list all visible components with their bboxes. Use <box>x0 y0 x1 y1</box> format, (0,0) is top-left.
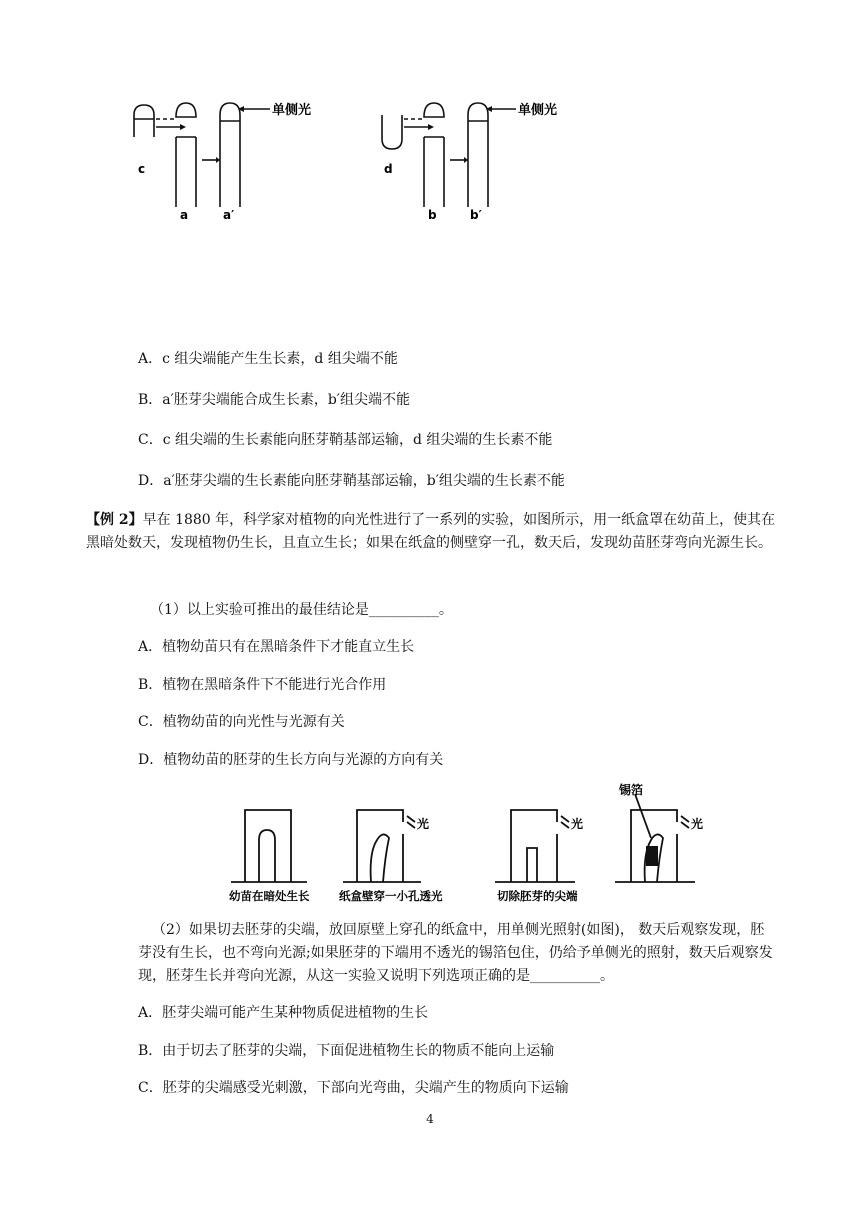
q1-option-a: A．c 组尖端能产生生长素，d 组尖端不能 <box>138 351 398 367</box>
light-label-2: 光 <box>571 817 584 831</box>
foil-label: 锡箔 <box>619 783 644 797</box>
example2-stem <box>86 509 776 555</box>
sub2-option-b: B．由于切去了胚芽的尖端，下面促进植物生长的物质不能向上运输 <box>138 1043 555 1059</box>
light-label-left: 单侧光 <box>272 103 312 118</box>
sub2-option-c: C．胚芽的尖端感受光刺激，下部向光弯曲，尖端产生的物质向下运输 <box>138 1080 569 1096</box>
light-label-1: 光 <box>417 817 430 831</box>
light-label-3: 光 <box>691 817 704 831</box>
sub1-option-c: C．植物幼苗的向光性与光源有关 <box>138 714 345 730</box>
caption-3: 切除胚芽的尖端 <box>497 889 578 903</box>
sub2-question: （2）如果切去胚芽的尖端，放回原壁上穿孔的纸盒中，用单侧光照射(如图)， 数天后观察发现，胚芽没有生长，也不弯向光源;如果胚芽的下端用不透光的锡箔包住，仍给予单侧光的照射，数天后观察发现，胚芽生长并弯向光源，从这一实验又说明下列选项正确的是__________。 <box>138 922 773 984</box>
example2-tag: 【例 2】 <box>86 512 143 528</box>
label-d: d <box>384 162 393 176</box>
caption-2: 纸盒壁穿一小孔透光 <box>339 889 443 903</box>
q1-option-b: B．a′胚芽尖端能合成生长素，b′组尖端不能 <box>138 392 410 408</box>
sub1-option-d: D．植物幼苗的胚芽的生长方向与光源的方向有关 <box>138 752 444 768</box>
sub1-option-a: A．植物幼苗只有在黑暗条件下才能直立生长 <box>138 639 415 655</box>
sub1-option-b: B．植物在黑暗条件下不能进行光合作用 <box>138 677 387 693</box>
label-b-prime: b′ <box>470 208 482 222</box>
label-a: a <box>180 208 189 222</box>
seedling-a-prime <box>220 103 240 207</box>
label-b: b <box>428 208 437 222</box>
sub1-question: （1）以上实验可推出的最佳结论是__________。 <box>150 602 453 618</box>
cut-tip-b <box>424 103 444 117</box>
light-label-right: 单侧光 <box>518 103 558 118</box>
tin-foil-sleeve <box>646 846 658 866</box>
q1-option-c: C．c 组尖端的生长素能向胚芽鞘基部运输，d 组尖端的生长素不能 <box>138 432 553 448</box>
example2-stem-text: 早在 1880 年，科学家对植物的向光性进行了一系列的实验，如图所示，用一纸盒罩在幼苗上，使其在黑暗处数天，发现植物仍生长，且直立生长；如果在纸盒的侧壁穿一孔，数天后，发现幼苗胚芽弯向光源生长。 <box>86 512 776 551</box>
cut-tip-a <box>176 103 196 117</box>
tip-c <box>134 105 154 137</box>
figure-phototropism-boxes <box>225 782 705 907</box>
q1-option-d: D．a′胚芽尖端的生长素能向胚芽鞘基部运输，b′组尖端的生长素不能 <box>138 473 565 489</box>
page-number: 4 <box>426 1112 434 1126</box>
label-c: c <box>138 162 146 176</box>
seedling-b-prime <box>468 103 488 207</box>
figure-auxin-experiment <box>120 95 560 225</box>
caption-1: 幼苗在暗处生长 <box>229 889 310 903</box>
tip-d <box>382 115 402 149</box>
label-a-prime: a′ <box>223 208 235 222</box>
sub2-option-a: A．胚芽尖端可能产生某种物质促进植物的生长 <box>138 1005 429 1021</box>
